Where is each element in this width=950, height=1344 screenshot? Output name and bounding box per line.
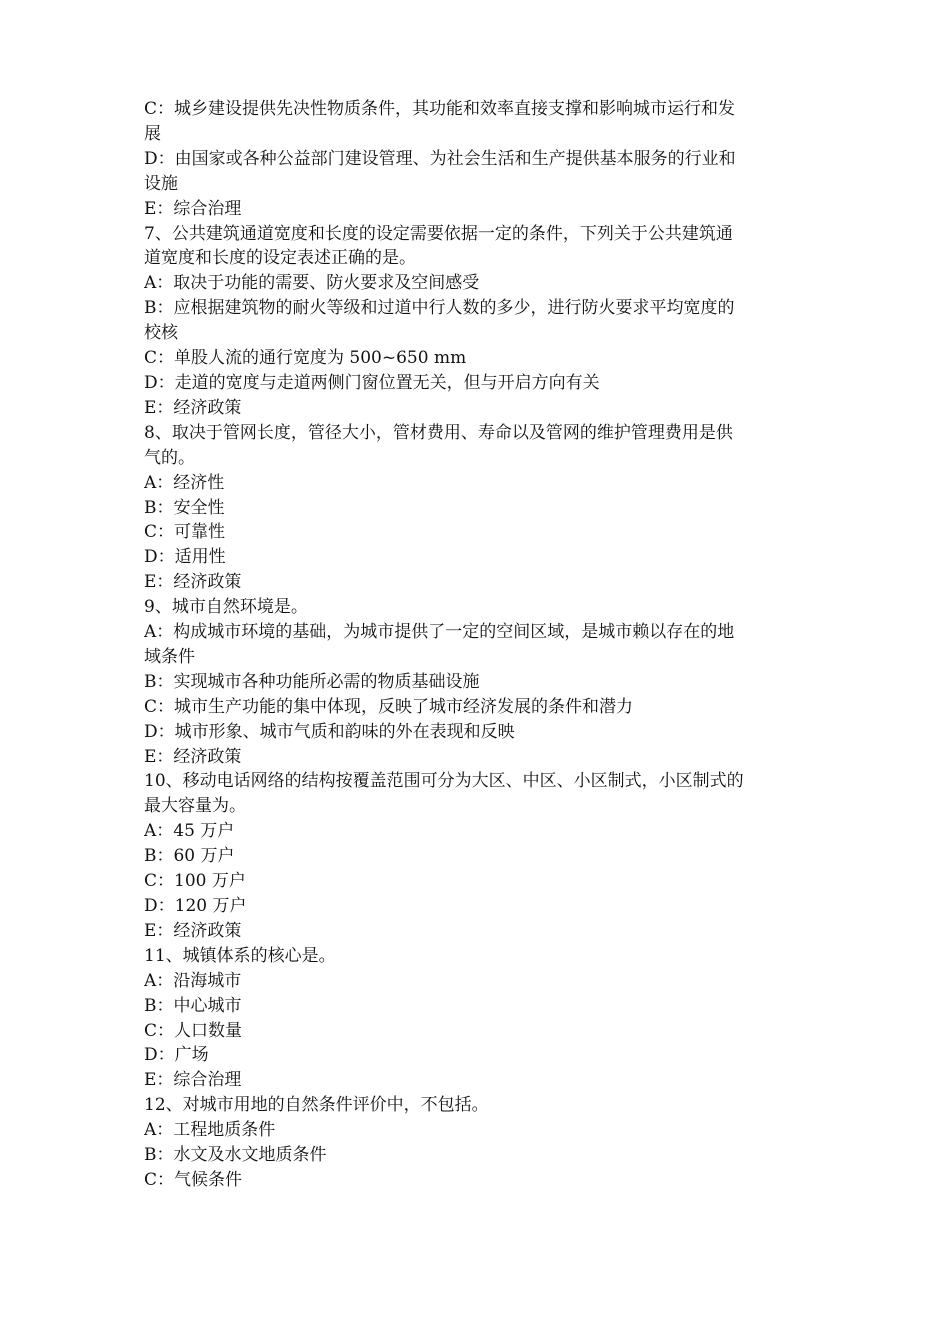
option-line: A：取决于功能的需要、防火要求及空间感受 [144, 273, 480, 294]
option-line: B：实现城市各种功能所必需的物质基础设施 [144, 671, 480, 692]
option-line: C：单股人流的通行宽度为 500~650 mm [144, 348, 467, 369]
question-8-text: 8、取决于管网长度，管径大小，管材费用、寿命以及管网的维护管理费用是供 [144, 422, 733, 443]
question-10-text: 最大容量为。 [144, 796, 246, 817]
option-line: E：经济政策 [144, 572, 242, 593]
text-line: E：综合治理 [144, 198, 242, 219]
option-line: D：适用性 [144, 547, 226, 568]
option-line: D：广场 [144, 1045, 209, 1066]
text-line: 设施 [144, 173, 178, 194]
option-line: A：经济性 [144, 472, 225, 493]
option-line: 域条件 [144, 646, 195, 667]
option-line: B：中心城市 [144, 995, 242, 1016]
option-line: C：可靠性 [144, 522, 226, 543]
option-line: A：构成城市环境的基础，为城市提供了一定的空间区域，是城市赖以存在的地 [144, 622, 735, 643]
text-line: 展 [144, 123, 161, 144]
option-line: D：120 万户 [144, 896, 247, 916]
question-9-text: 9、城市自然环境是。 [144, 597, 308, 618]
option-line: E：经济政策 [144, 920, 242, 941]
text-line: C：城乡建设提供先决性物质条件，其功能和效率直接支撑和影响城市运行和发 [144, 99, 736, 119]
question-7-text: 7、公共建筑通道宽度和长度的设定需要依据一定的条件，下列关于公共建筑通 [144, 223, 733, 244]
option-line: C：100 万户 [144, 871, 246, 892]
option-line: B：水文及水文地质条件 [144, 1145, 327, 1166]
option-line: E：综合治理 [144, 1070, 242, 1091]
option-line: C：气候条件 [144, 1169, 243, 1190]
option-line: D：城市形象、城市气质和韵味的外在表现和反映 [144, 721, 515, 742]
option-line: A：沿海城市 [144, 970, 242, 991]
option-line: B：安全性 [144, 497, 225, 518]
option-line: A：工程地质条件 [144, 1120, 276, 1141]
option-line: E：经济政策 [144, 397, 242, 418]
question-11-text: 11、城镇体系的核心是。 [144, 945, 336, 966]
option-line: 校核 [144, 323, 178, 344]
question-12-text: 12、对城市用地的自然条件评价中，不包括。 [144, 1095, 489, 1116]
option-line: B：60 万户 [144, 846, 235, 867]
question-8-text: 气的。 [144, 447, 195, 468]
text-line: D：由国家或各种公益部门建设管理、为社会生活和生产提供基本服务的行业和 [144, 148, 736, 169]
option-line: E：经济政策 [144, 746, 242, 767]
option-line: A：45 万户 [144, 821, 235, 842]
document-page [144, 97, 816, 1193]
option-line: B：应根据建筑物的耐火等级和过道中行人数的多少，进行防火要求平均宽度的 [144, 298, 735, 319]
option-line: C：城市生产功能的集中体现，反映了城市经济发展的条件和潜力 [144, 696, 634, 717]
option-line: D：走道的宽度与走道两侧门窗位置无关，但与开启方向有关 [144, 372, 600, 393]
option-line: C：人口数量 [144, 1020, 243, 1041]
question-7-text: 道宽度和长度的设定表述正确的是。 [144, 248, 416, 269]
question-10-text: 10、移动电话网络的结构按覆盖范围可分为大区、中区、小区制式，小区制式的 [144, 771, 744, 792]
